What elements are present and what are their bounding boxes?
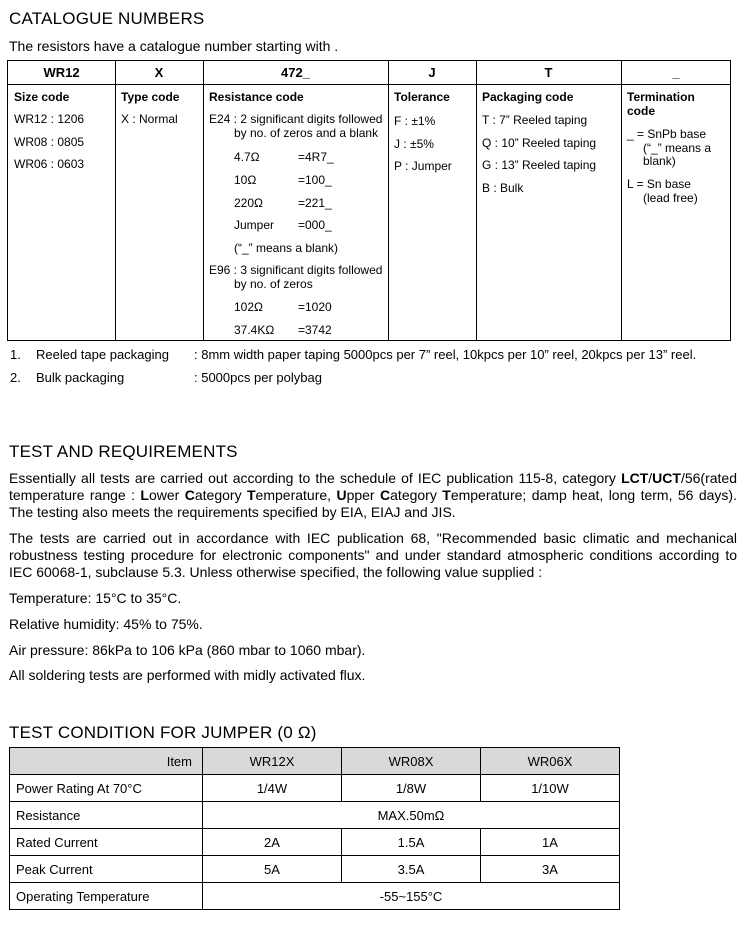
resistance-heading: Resistance code bbox=[209, 90, 304, 104]
humidity-line: Relative humidity: 45% to 75%. bbox=[9, 616, 203, 632]
packaging-item: Q : 10” Reeled taping bbox=[482, 136, 597, 150]
tests-paragraph-1: Essentially all tests are carried out according to the schedule of IEC publication 115-8, category LCT/UCT/56(rated temperature range : Lower Category Temperature, Upper Category Temperature; damp heat, long term, 56 days). The testing also meets the requirements specified by EIA, EIAJ and JIS. bbox=[9, 470, 737, 520]
col-header-wr06x: WR06X bbox=[481, 748, 620, 775]
res-label: 220Ω bbox=[234, 196, 263, 210]
header-resistance: 472_ bbox=[281, 65, 310, 80]
table-row bbox=[10, 856, 620, 883]
soldering-line: All soldering tests are performed with midly activated flux. bbox=[9, 667, 366, 683]
size-item: WR06 : 0603 bbox=[14, 157, 85, 171]
header-type: X bbox=[154, 65, 164, 80]
type-item: X : Normal bbox=[121, 112, 178, 126]
size-item: WR08 : 0805 bbox=[14, 135, 85, 149]
col-header-wr08x: WR08X bbox=[342, 748, 481, 775]
packaging-item: G : 13” Reeled taping bbox=[482, 158, 597, 172]
cell: 1.5A bbox=[342, 829, 481, 856]
item-header: Item bbox=[10, 748, 203, 775]
cell: 1/8W bbox=[342, 775, 481, 802]
tolerance-item: F : ±1% bbox=[394, 114, 436, 128]
e96-line-2: by no. of zeros bbox=[234, 277, 313, 291]
sn-line-1: L = Sn base bbox=[627, 177, 691, 191]
note-num: 2. bbox=[10, 370, 21, 385]
cell: 1/4W bbox=[203, 775, 342, 802]
note-label: Bulk packaging bbox=[36, 370, 125, 385]
row-label: Operating Temperature bbox=[10, 883, 203, 910]
snpb-line-3: blank) bbox=[643, 154, 676, 168]
row-label: Power Rating At 70°C bbox=[10, 775, 203, 802]
res-code: =1020 bbox=[298, 300, 332, 314]
size-heading: Size code bbox=[14, 90, 70, 104]
termination-heading-2: code bbox=[627, 104, 656, 118]
packaging-item: B : Bulk bbox=[482, 181, 524, 195]
blank-note: (“_” means a blank) bbox=[234, 241, 339, 255]
pressure-line: Air pressure: 86kPa to 106 kPa (860 mbar to 1060 mbar). bbox=[9, 642, 366, 658]
row-label: Resistance bbox=[10, 802, 203, 829]
cell: 2A bbox=[203, 829, 342, 856]
col-header-wr12x: WR12X bbox=[203, 748, 342, 775]
jumper-table bbox=[9, 747, 620, 910]
jumper-title: TEST CONDITION FOR JUMPER (0 Ω) bbox=[9, 723, 317, 742]
tests-title: TEST AND REQUIREMENTS bbox=[9, 442, 238, 461]
header-packaging: T bbox=[544, 65, 553, 80]
res-code: =4R7_ bbox=[298, 150, 334, 164]
note-label: Reeled tape packaging bbox=[36, 347, 169, 362]
catalogue-intro: The resistors have a catalogue number starting with . bbox=[9, 38, 339, 54]
note-value: : 8mm width paper taping 5000pcs per 7” reel, 10kpcs per 10” reel, 20kpcs per 13” reel. bbox=[194, 347, 697, 362]
temperature-line: Temperature: 15°C to 35°C. bbox=[9, 590, 182, 606]
snpb-line-2: (“_” means a bbox=[643, 141, 712, 155]
note-num: 1. bbox=[10, 347, 21, 362]
tolerance-item: J : ±5% bbox=[394, 137, 434, 151]
res-label: 10Ω bbox=[234, 173, 257, 187]
tolerance-heading: Tolerance bbox=[394, 90, 450, 104]
table-row bbox=[10, 748, 620, 775]
res-label: 102Ω bbox=[234, 300, 263, 314]
header-size: WR12 bbox=[43, 65, 80, 80]
e24-line-2: by no. of zeros and a blank bbox=[234, 126, 379, 140]
header-termination: _ bbox=[672, 65, 680, 80]
row-label: Rated Current bbox=[10, 829, 203, 856]
e96-line-1: E96 : 3 significant digits followed bbox=[209, 263, 383, 277]
res-code: =221_ bbox=[298, 196, 332, 210]
cell: 3.5A bbox=[342, 856, 481, 883]
header-tolerance: J bbox=[428, 65, 436, 80]
cell: 3A bbox=[481, 856, 620, 883]
table-row bbox=[10, 775, 620, 802]
note-value: : 5000pcs per polybag bbox=[194, 370, 322, 385]
res-code: =100_ bbox=[298, 173, 332, 187]
catalogue-table bbox=[7, 60, 731, 341]
row-label: Peak Current bbox=[10, 856, 203, 883]
table-row bbox=[10, 883, 620, 910]
packaging-item: T : 7” Reeled taping bbox=[482, 113, 588, 127]
res-label: 37.4KΩ bbox=[234, 323, 275, 337]
packaging-heading: Packaging code bbox=[482, 90, 574, 104]
termination-heading-1: Termination bbox=[627, 90, 695, 104]
cell: 1/10W bbox=[481, 775, 620, 802]
e24-line-1: E24 : 2 significant digits followed bbox=[209, 112, 383, 126]
table-row bbox=[10, 829, 620, 856]
cell: 5A bbox=[203, 856, 342, 883]
cell: -55~155°C bbox=[203, 883, 620, 910]
table-row bbox=[10, 802, 620, 829]
snpb-line-1: _ = SnPb base bbox=[627, 127, 707, 141]
cell: 1A bbox=[481, 829, 620, 856]
tolerance-item: P : Jumper bbox=[394, 159, 452, 173]
cell: MAX.50mΩ bbox=[203, 802, 620, 829]
catalogue-title: CATALOGUE NUMBERS bbox=[9, 9, 205, 28]
sn-line-2: (lead free) bbox=[643, 191, 698, 205]
res-label: Jumper bbox=[234, 218, 275, 232]
type-heading: Type code bbox=[121, 90, 180, 104]
res-label: 4.7Ω bbox=[234, 150, 260, 164]
size-item: WR12 : 1206 bbox=[14, 112, 85, 126]
res-code: =000_ bbox=[298, 218, 332, 232]
res-code: =3742 bbox=[298, 323, 332, 337]
termination-heading bbox=[627, 90, 695, 118]
tests-paragraph-2: The tests are carried out in accordance with IEC publication 68, "Recommended basic climatic and mechanical robustness testing procedure for electronic components" and under standard atmospheric conditions according to IEC 60068-1, subclause 5.3. Unless otherwise specified, the following value supplied : bbox=[9, 530, 737, 580]
